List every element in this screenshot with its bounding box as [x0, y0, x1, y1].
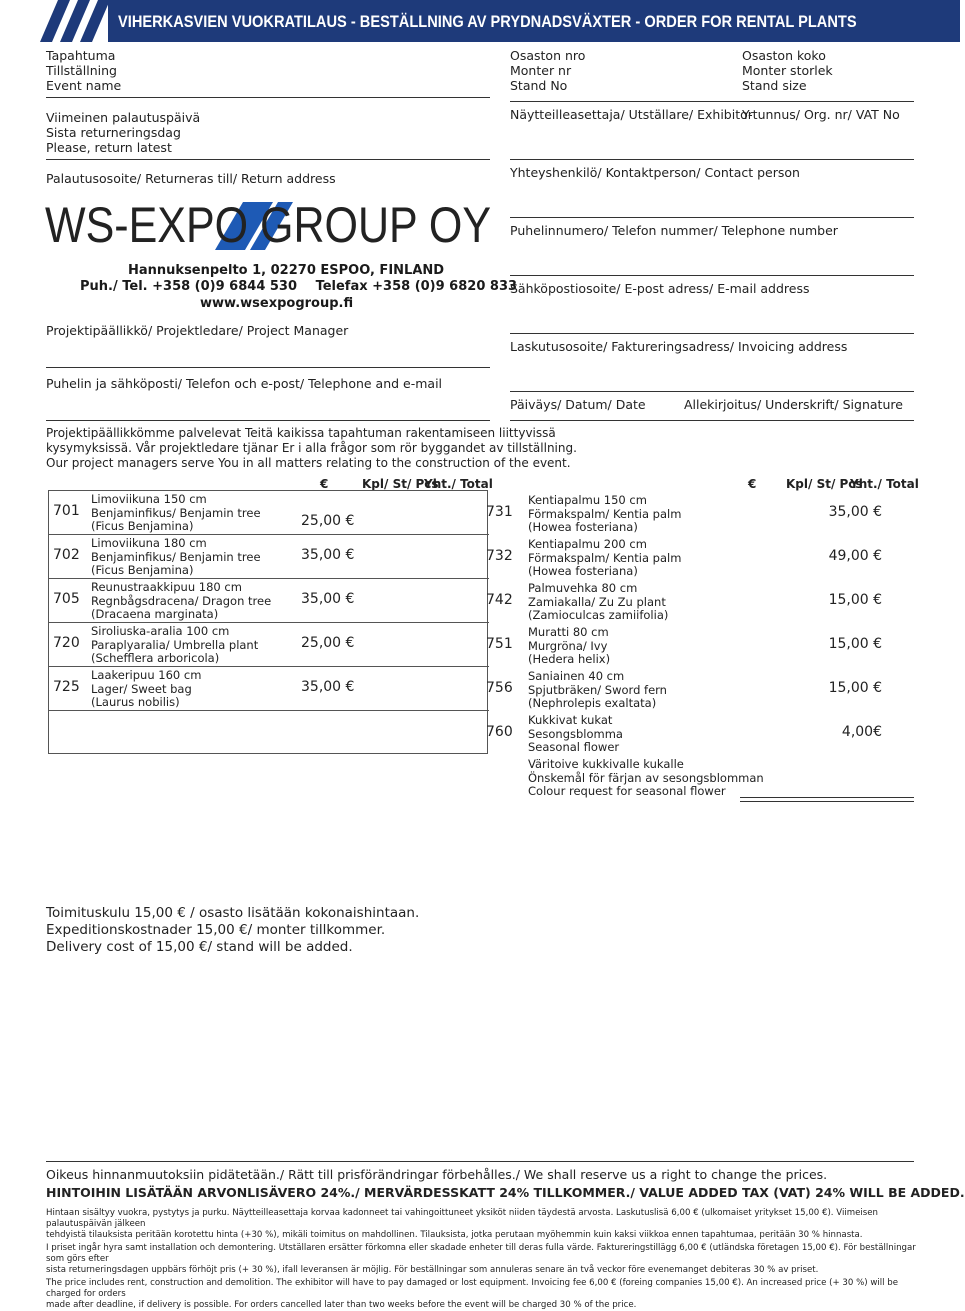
product-row[interactable]: [49, 535, 489, 579]
product-code: 705: [53, 591, 80, 607]
product-row[interactable]: [484, 712, 914, 756]
delivery-cost-note: [46, 905, 419, 956]
product-name-sv-en: Lager/ Sweet bag: [91, 681, 192, 696]
product-row[interactable]: [49, 579, 489, 623]
color-request-label-fi: Väritoive kukkivalle kukalle: [528, 757, 684, 771]
product-name-sv-en: Regnbågsdracena/ Dragon tree: [91, 593, 272, 608]
product-code: 742: [486, 592, 513, 608]
product-code: 702: [53, 547, 80, 563]
service-note-fi: Projektipäällikkömme palvelevat Teitä kaikissa tapahtuman rakentamiseen liittyvissä: [46, 426, 556, 440]
product-code: 725: [53, 679, 80, 695]
color-request-field[interactable]: [528, 758, 764, 799]
color-request-label-en: Colour request for seasonal flower: [528, 784, 726, 798]
divider: [510, 217, 914, 218]
delivery-note-fi: Toimituskulu 15,00 € / osasto lisätään kokonaishintaan.: [46, 905, 420, 921]
stand-no-field[interactable]: [510, 48, 585, 93]
product-name: Kentiapalmu 200 cm: [528, 537, 647, 551]
euro-column-header-right: €: [748, 477, 757, 491]
product-name: Limoviikuna 180 cm: [91, 536, 207, 550]
product-row[interactable]: [484, 624, 914, 668]
product-price: 49,00 €: [828, 548, 882, 564]
terms-sv-line: sista returneringsdagen uppbärs förhöjt pris (+ 30 %), ifall leveransen är möjlig. För beställningar som annuleras senare än två veckor före evenemanget debiteras 30 % av priset.: [46, 1265, 819, 1275]
stand-no-label-en: Stand No: [510, 78, 568, 93]
product-description: [91, 537, 261, 578]
product-description: [91, 625, 258, 666]
company-website[interactable]: www.wsexpogroup.fi: [200, 296, 354, 311]
product-description: [91, 493, 261, 534]
product-latin-name: (Ficus Benjamina): [91, 519, 194, 533]
divider: [46, 97, 490, 98]
return-date-label-en: Please, return latest: [46, 140, 172, 155]
terms-fi-line: tehdyistä tilauksista peritään korotettu hinta (+30 %), mikäli toimitus on mahdollinen. Tilauksista, jotka perutaan myöhemmin kuin kaksi viikkoa ennen tapahtumaa, peritään 30 % hinnasta.: [46, 1230, 863, 1240]
empty-product-row[interactable]: [49, 711, 489, 755]
product-price: 15,00 €: [828, 680, 882, 696]
terms-sv: [46, 1243, 926, 1276]
product-name-sv-en: Benjaminfikus/ Benjamin tree: [91, 505, 261, 520]
phone-email-label: Puhelin ja sähköposti/ Telefon och e-post/ Telephone and e-mail: [46, 376, 443, 391]
product-code: 701: [53, 503, 80, 519]
stand-size-label-sv: Monter storlek: [742, 63, 833, 78]
color-request-label-sv: Önskemål för färjan av sesongsblomman: [528, 770, 764, 785]
product-code: 720: [53, 635, 80, 651]
total-column-header: Yht./ Total: [424, 477, 493, 491]
return-date-field[interactable]: [46, 110, 200, 155]
delivery-note-sv: Expeditionskostnader 15,00 €/ monter tillkommer.: [46, 922, 386, 938]
vat-no-label: Y-tunnus/ Org. nr/ VAT No: [742, 107, 900, 122]
return-date-label-fi: Viimeinen palautuspäivä: [46, 110, 201, 125]
divider: [510, 159, 914, 160]
contact-person-label: Yhteyshenkilö/ Kontaktperson/ Contact person: [510, 165, 800, 180]
company-fax: Telefax +358 (0)9 6820 833: [315, 279, 518, 294]
product-table-left: [48, 490, 488, 754]
divider: [46, 420, 490, 421]
delivery-note-en: Delivery cost of 15,00 €/ stand will be added.: [46, 939, 353, 955]
stand-no-label-sv: Monter nr: [510, 63, 572, 78]
product-name-sv-en: Förmakspalm/ Kentia palm: [528, 506, 682, 521]
divider: [510, 420, 914, 421]
product-name-sv-en: Sesongsblomma: [528, 726, 623, 741]
product-price: 35,00 €: [301, 547, 355, 563]
telephone-label: Puhelinnumero/ Telefon nummer/ Telephone number: [510, 223, 838, 238]
euro-column-header: €: [320, 477, 329, 491]
product-description: [528, 626, 610, 667]
price-change-note: Oikeus hinnanmuutoksiin pidätetään./ Rätt till prisförändringar förbehålles./ We shall reserve us a right to change the prices.: [46, 1167, 828, 1182]
product-price: 25,00 €: [301, 635, 355, 651]
product-code: 760: [486, 724, 513, 740]
divider: [510, 275, 914, 276]
terms-fi-line: Hintaan sisältyy vuokra, pystytys ja purku. Näytteilleasettaja korvaa kadonneet tai vahingoittuneet yksiköt niiden täydestä arvosta. Laskutuslisä 6,00 € (ulkomaiset yritykset 15,00 €). Viimeisen palautuspäivän jälkeen: [46, 1208, 878, 1229]
project-manager-label: Projektipäällikkö/ Projektledare/ Project Manager: [46, 323, 349, 338]
header-stripes-logo: [40, 0, 120, 42]
invoicing-address-label: Laskutusosoite/ Faktureringsadress/ Invoicing address: [510, 339, 848, 354]
return-date-label-sv: Sista returneringsdag: [46, 125, 181, 140]
service-note-sv: kysymyksissä. Vår projektledare tjänar Er i alla frågor som rör byggandet av tillställning.: [46, 441, 577, 455]
product-row[interactable]: [484, 536, 914, 580]
terms-en: [46, 1278, 926, 1311]
product-name-sv-en: Benjaminfikus/ Benjamin tree: [91, 549, 261, 564]
product-latin-name: (Howea fosteriana): [528, 520, 638, 534]
product-latin-name: (Laurus nobilis): [91, 695, 180, 709]
product-description: [528, 494, 681, 535]
product-description: [91, 581, 271, 622]
product-row[interactable]: [49, 491, 489, 535]
page-title: VIHERKASVIEN VUOKRATILAUS - BESTÄLLNING AV PRYDNADSVÄXTER - ORDER FOR RENTAL PLANTS: [118, 12, 857, 31]
total-column-header-right: Yht./ Total: [850, 477, 919, 491]
product-latin-name: (Zamioculcas zamiifolia): [528, 608, 669, 622]
product-name-sv-en: Paraplyaralia/ Umbrella plant: [91, 637, 259, 652]
email-label: Sähköpostiosoite/ E-post adress/ E-mail address: [510, 281, 810, 296]
divider: [46, 159, 490, 160]
ws-expo-group-logo: [45, 197, 495, 253]
product-row[interactable]: [484, 580, 914, 624]
company-phone: Puh./ Tel. +358 (0)9 6844 530: [80, 279, 298, 294]
vat-note: HINTOIHIN LISÄTÄÄN ARVONLISÄVERO 24%./ MERVÄRDESSKATT 24% TILLKOMMER./ VALUE ADDED TAX (VAT) 24% WILL BE ADDED.: [46, 1185, 965, 1200]
stand-no-label-fi: Osaston nro: [510, 48, 586, 63]
product-code: 756: [486, 680, 513, 696]
footer-divider: [46, 1161, 914, 1162]
product-description: [528, 538, 681, 579]
product-name: Limoviikuna 150 cm: [91, 492, 207, 506]
product-name: Saniainen 40 cm: [528, 669, 625, 683]
product-latin-name: (Howea fosteriana): [528, 564, 638, 578]
product-name-sv-en: Spjutbräken/ Sword fern: [528, 682, 667, 697]
product-description: [528, 582, 668, 623]
pcs-column-header-right: Kpl/ St/ Pcs: [786, 477, 863, 491]
service-note: [46, 426, 577, 471]
date-label: Päiväys/ Datum/ Date: [510, 397, 646, 412]
divider: [510, 101, 914, 102]
product-name: Kentiapalmu 150 cm: [528, 493, 647, 507]
terms-sv-line: I priset ingår hyra samt installation och demontering. Utställaren ersätter förkomna eller skadade enheter till deras fulla värde. Faktureringstillägg 6,00 € (utländska företagen 15,00 €). För beställningar som görs efter: [46, 1243, 916, 1264]
stand-size-label-en: Stand size: [742, 78, 807, 93]
product-price: 25,00 €: [301, 513, 355, 529]
terms-en-line: made after deadline, if delivery is possible. For orders cancelled later than two weeks before the event will be charged 30 % of the price.: [46, 1300, 637, 1310]
product-description: [528, 714, 623, 755]
event-field[interactable]: [46, 48, 121, 93]
product-price: 4,00€: [841, 724, 882, 740]
event-label-en: Event name: [46, 78, 122, 93]
product-name: Reunustraakkipuu 180 cm: [91, 580, 242, 594]
divider: [46, 367, 490, 368]
product-name: Muratti 80 cm: [528, 625, 609, 639]
product-code: 732: [486, 548, 513, 564]
product-price: 15,00 €: [828, 636, 882, 652]
product-price: 35,00 €: [301, 591, 355, 607]
event-label-fi: Tapahtuma: [46, 48, 116, 63]
terms-fi: [46, 1208, 926, 1241]
product-row[interactable]: [49, 623, 489, 667]
divider: [510, 333, 914, 334]
company-address: Hannuksenpelto 1, 02270 ESPOO, FINLAND: [128, 263, 445, 278]
signature-label: Allekirjoitus/ Underskrift/ Signature: [684, 397, 903, 412]
product-name: Laakeripuu 160 cm: [91, 668, 202, 682]
product-description: [91, 669, 201, 710]
product-code: 731: [486, 504, 513, 520]
product-price: 35,00 €: [301, 679, 355, 695]
product-name-sv-en: Förmakspalm/ Kentia palm: [528, 550, 682, 565]
product-name: Kukkivat kukat: [528, 713, 613, 727]
product-price: 35,00 €: [828, 504, 882, 520]
product-latin-name: (Nephrolepis exaltata): [528, 696, 657, 710]
stand-size-field[interactable]: [742, 48, 833, 93]
product-row[interactable]: [484, 668, 914, 712]
logo-text: WS-EXPO GROUP OY: [45, 197, 491, 253]
product-latin-name: (Hedera helix): [528, 652, 611, 666]
service-note-en: Our project managers serve You in all matters relating to the construction of the event.: [46, 456, 571, 470]
product-code: 751: [486, 636, 513, 652]
terms-en-line: The price includes rent, construction and demolition. The exhibitor will have to pay damaged or lost equipment. Invoicing fee 6,00 € (foreing companies 15,00 €). An increased price (+ 30 %) will be charged for orders: [46, 1278, 899, 1299]
product-name-en: Seasonal flower: [528, 740, 620, 754]
exhibitor-label: Näytteilleasettaja/ Utställare/ Exhibitor: [510, 107, 753, 122]
company-phone-fax: [80, 279, 517, 294]
product-row[interactable]: [484, 492, 914, 536]
product-price: 15,00 €: [828, 592, 882, 608]
product-description: [528, 670, 667, 711]
product-name: Palmuvehka 80 cm: [528, 581, 638, 595]
pcs-column-header: Kpl/ St/ Pcs: [362, 477, 439, 491]
color-request-underline: [740, 798, 914, 802]
product-latin-name: (Dracaena marginata): [91, 607, 219, 621]
product-latin-name: (Schefflera arboricola): [91, 651, 220, 665]
return-address-label: Palautusosoite/ Returneras till/ Return address: [46, 171, 336, 186]
stand-size-label-fi: Osaston koko: [742, 48, 826, 63]
event-label-sv: Tillställning: [46, 63, 117, 78]
product-name-sv-en: Zamiakalla/ Zu Zu plant: [528, 594, 666, 609]
product-name-sv-en: Murgröna/ Ivy: [528, 638, 608, 653]
divider: [510, 391, 914, 392]
product-row[interactable]: [49, 667, 489, 711]
product-name: Siroliuska-aralia 100 cm: [91, 624, 230, 638]
product-latin-name: (Ficus Benjamina): [91, 563, 194, 577]
